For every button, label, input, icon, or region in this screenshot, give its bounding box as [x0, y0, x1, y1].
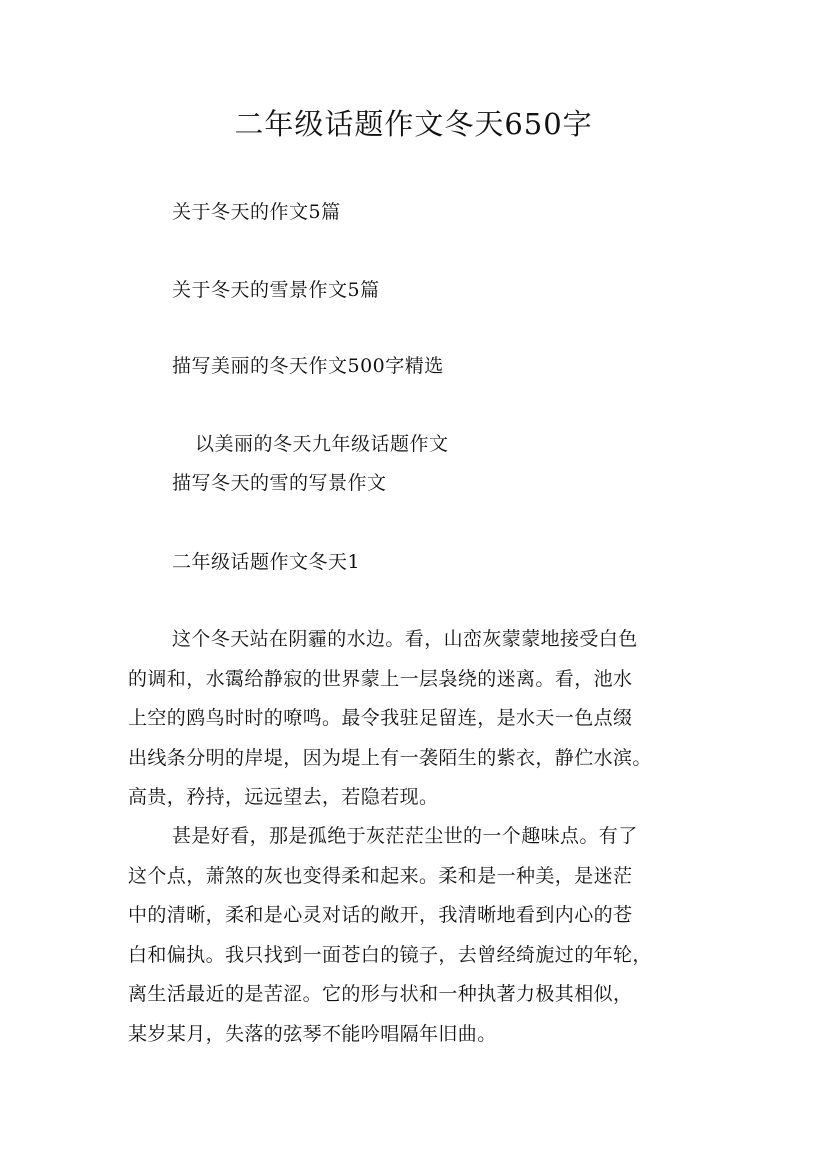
document-title: 二年级话题作文冬天650字	[234, 107, 593, 141]
related-article-link[interactable]: 描写冬天的雪的写景作文	[172, 472, 387, 494]
related-article-link[interactable]: 以美丽的冬天九年级话题作文	[195, 433, 449, 455]
paragraph-line: 某岁某月，失落的弦琴不能吟唱隔年旧曲。	[128, 1022, 497, 1045]
related-article-link[interactable]: 描写美丽的冬天作文500字精选	[172, 355, 444, 377]
section-heading: 二年级话题作文冬天1	[172, 551, 361, 573]
paragraph-line: 白和偏执。我只找到一面苍白的镜子，去曾经绮旎过的年轮，	[128, 943, 652, 966]
paragraph-line: 这个冬天站在阴霾的水边。看，山峦灰蒙蒙地接受白色	[172, 628, 638, 650]
related-article-link[interactable]: 关于冬天的雪景作文5篇	[172, 279, 380, 301]
body-paragraph	[128, 817, 708, 1054]
paragraph-line: 甚是好看，那是孤绝于灰茫茫尘世的一个趣味点。有了	[172, 825, 638, 847]
paragraph-line: 离生活最近的是苦涩。它的形与状和一种执著力极其相似，	[128, 983, 633, 1005]
paragraph-line: 高贵，矜持，远远望去，若隐若现。	[128, 786, 439, 808]
related-article-link[interactable]: 关于冬天的作文5篇	[172, 201, 341, 223]
paragraph-line: 上空的鸥鸟时时的嘹鸣。最令我驻足留连，是水天一色点缀	[128, 707, 633, 729]
paragraph-line: 中的清晰，柔和是心灵对话的敞开，我清晰地看到内心的苍	[128, 904, 633, 926]
paragraph-line: 出线条分明的岸堤，因为堤上有一袭陌生的紫衣，静伫水滨。	[128, 746, 652, 769]
paragraph-line: 的调和，水霭给静寂的世界蒙上一层袅绕的迷离。看，池水	[128, 667, 633, 690]
paragraph-line: 这个点，萧煞的灰也变得柔和起来。柔和是一种美，是迷茫	[128, 864, 633, 887]
body-paragraph	[128, 620, 708, 818]
